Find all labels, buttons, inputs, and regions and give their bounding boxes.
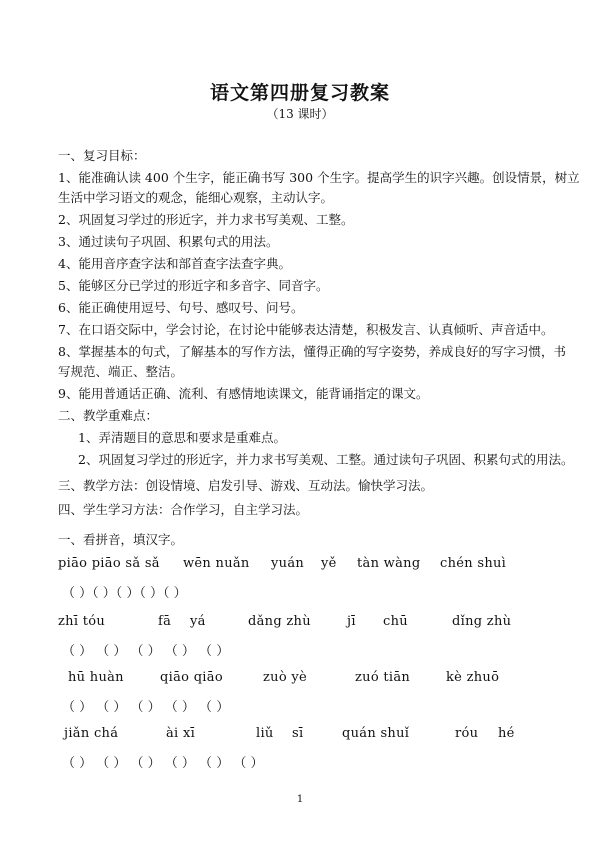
pinyin-word: yě [321,556,337,571]
pinyin-word: liǔ [256,726,274,741]
key-point-item: 2、巩固复习学过的形近字，并力求书写美观、工整。通过读句子巩固、积累句式的用法。 [78,452,574,467]
pinyin-word: hé [498,726,515,741]
objective-item: 1、能准确认读 400 个生字，能正确书写 300 个生字。提高学生的识字兴趣。创设情景，树立 [58,170,580,185]
learning-methods: 四、学生学习方法：合作学习，自主学习法。 [58,502,309,517]
page-number: 1 [296,794,304,805]
pinyin-word: dǐng zhù [452,614,512,629]
pinyin-word: jī [347,614,356,629]
pinyin-word: kè zhuō [446,670,500,685]
pinyin-word: jiǎn chá [64,726,119,741]
objective-item: 4、能用音序查字法和部首查字法查字典。 [58,256,291,271]
pinyin-word: dǎng zhù [248,614,311,629]
pinyin-word: róu [455,726,479,741]
answer-blanks: （ ） （ ） （ ） （ ） （ ） [62,644,230,659]
pinyin-word: wēn nuǎn [183,556,250,571]
objective-item: 8、掌握基本的句式，了解基本的写作方法，懂得正确的写字姿势，养成良好的写字习惯，书 [58,344,566,359]
objective-item: 5、能够区分已学过的形近字和多音字、同音字。 [58,278,329,293]
pinyin-word: piāo piāo sǎ sǎ [58,556,160,571]
pinyin-word: tàn wàng [357,556,421,571]
pinyin-word: chū [383,614,408,629]
objective-item: 7、在口语交际中，学会讨论，在讨论中能够表达清楚，积极发言、认真倾听、声音适中。 [58,322,554,337]
answer-blanks: （ ） （ ） （ ） （ ） （ ） [62,700,230,715]
objective-item: 2、巩固复习学过的形近字，并力求书写美观、工整。 [58,212,354,227]
pinyin-word: zhī tóu [58,614,106,629]
objective-item: 3、通过读句子巩固、积累句式的用法。 [58,234,279,249]
pinyin-word: qiāo qiāo [160,670,223,685]
pinyin-word: yuán [271,556,305,571]
objective-item: 9、能用普通话正确、流利、有感情地读课文，能背诵指定的课文。 [58,386,429,401]
pinyin-word: ài xī [166,726,196,741]
pinyin-word: hū huàn [68,670,124,685]
pinyin-word: yá [190,614,206,629]
objective-item: 写规范、端正、整洁。 [58,364,184,379]
exercise-heading: 一、看拼音，填汉字。 [58,532,184,547]
objective-item: 6、能正确使用逗号、句号、感叹号、问号。 [58,300,304,315]
pinyin-word: fā [158,614,172,629]
pinyin-word: quán shuǐ [342,726,410,741]
answer-blanks: （ ）（ ）（ ）（ ）（ ） [62,586,187,601]
key-point-item: 1、弄清题目的意思和要求是重难点。 [78,430,286,445]
pinyin-word: chén shuì [440,556,507,571]
objective-item: 生活中学习语文的观念，能细心观察，主动认字。 [58,190,334,205]
answer-blanks: （ ） （ ） （ ） （ ） （ ） （ ） [62,756,264,771]
pinyin-word: sī [292,726,304,741]
pinyin-word: zuó tiān [355,670,411,685]
teaching-methods: 三、教学方法：创设情境、启发引导、游戏、互动法。愉快学习法。 [58,478,434,493]
pinyin-word: zuò yè [263,670,308,685]
page-title: 语文第四册复习教案 [209,82,390,104]
page-subtitle: （13 课时） [266,107,334,121]
section-heading: 一、复习目标： [58,148,146,163]
section-heading: 二、教学重难点： [58,408,159,423]
